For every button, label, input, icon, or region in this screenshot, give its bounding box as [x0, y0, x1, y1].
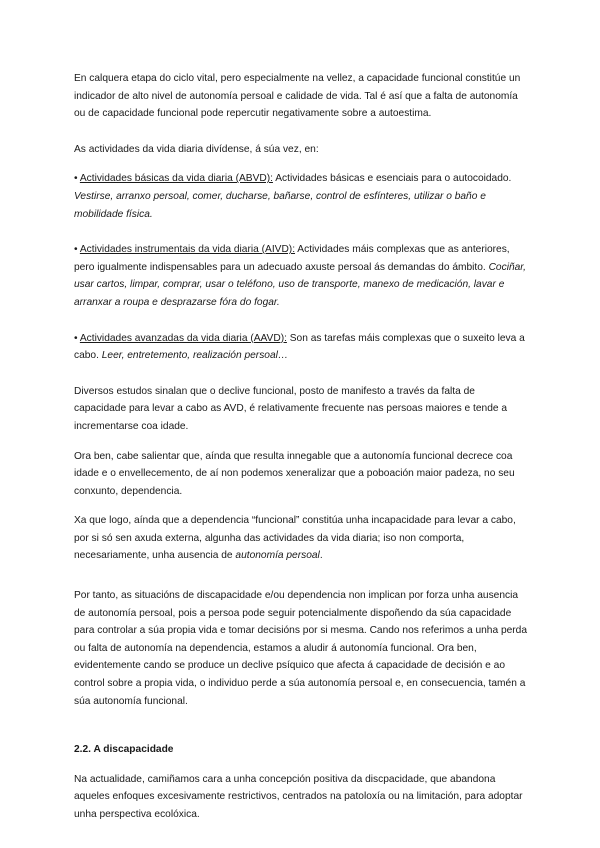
aivd-description: Actividades máis complexas que as anteriores, pero igualmente indispensables para un adecuado axuste persoal ás demandas do ámbito.: [74, 244, 510, 273]
abvd-paragraph: [74, 170, 529, 223]
bullet-icon: •: [74, 173, 78, 185]
thus-paragraph: [74, 512, 529, 565]
aavd-examples: Leer, entretemento, realización persoal…: [101, 350, 289, 362]
thus-text: Xa que logo, aínda que a dependencia “funcional” constitúa unha incapacidade para levar a cabo, por si só sen axuda externa, algunha das actividades da vida diaria; iso non comporta, necesariamente, unha ausencia de: [74, 515, 516, 562]
document-page: [74, 70, 529, 824]
bullet-icon: •: [74, 244, 78, 256]
abvd-description: Actividades básicas e esenciais para o autocoidado.: [272, 173, 512, 185]
aavd-paragraph: [74, 330, 529, 365]
intro-paragraph: En calquera etapa do ciclo vital, pero especialmente na vellez, a capacidade funcional constitúe un indicador de alto nivel de autonomía persoal e calidade de vida. Tal é así que a falta de autonomía ou de capacidade funcional pode repercutir negativamente sobre a autoestima.: [74, 73, 521, 120]
aavd-term: Actividades avanzadas da vida diaria (AAVD):: [79, 332, 287, 344]
division-paragraph: As actividades da vida diaria divídense, á súa vez, en:: [74, 143, 319, 155]
section-body-paragraph: Na actualidade, camiñamos cara a unha concepción positiva da discpacidade, que abandona aqueles enfoques excesivamente restrictivos, centrados na patoloxía ou na limitación, para adoptar unha perspectiva ecolóxica.: [74, 773, 523, 820]
therefore-paragraph: Por tanto, as situacións de discapacidade e/ou dependencia non implican por forza unha ausencia de autonomía persoal, pois a persoa pode seguir potencialmente dispoñendo da súa capacidade para controlar a súa propia vida e tomar decisións por si mesma. Cando nos referimos a unha perda ou falta de autonomía na dependencia, estamos a aludir á autonomía funcional. Ora ben, evidentemente cando se produce un declive psíquico que afecta á capacidade de decisión e ao control sobre a propia vida, o individuo perde a súa autonomía persoal e, en consecuencia, tamén a súa autonomía funcional.: [74, 590, 528, 707]
abvd-term: Actividades básicas da vida diaria (ABVD):: [79, 173, 273, 185]
aivd-examples: Cociñar, usar cartos, limpar, comprar, usar o teléfono, uso de transporte, manexo de medicación, lavar e arranxar a roupa e desprazarse fóra do fogar.: [74, 261, 526, 308]
abvd-examples: Vestirse, arranxo persoal, comer, ducharse, bañarse, control de esfínteres, utilizar o baño e mobilidade física.: [74, 190, 486, 220]
aavd-description: Son as tarefas máis complexas que o suxeito leva a cabo.: [74, 332, 525, 362]
aivd-paragraph: [74, 241, 529, 311]
thus-end: .: [319, 550, 323, 562]
thus-italic-term: autonomía persoal: [235, 550, 320, 562]
studies-paragraph: Diversos estudos sinalan que o declive funcional, posto de manifesto a través da falta de capacidade para levar a cabo as AVD, é relativamente frecuente nas persoas maiores e tende a incrementarse coa idade.: [74, 385, 508, 432]
bullet-icon: •: [74, 332, 78, 344]
section-heading: 2.2. A discapacidade: [74, 744, 174, 756]
aivd-term: Actividades instrumentais da vida diaria (AIVD):: [79, 244, 296, 256]
however-paragraph: Ora ben, cabe salientar que, aínda que resulta innegable que a autonomía funcional decrece coa idade e o envellecemento, de aí non podemos xeneralizar que a poboación maior padeza, no seu conxunto, dependencia.: [74, 450, 515, 497]
